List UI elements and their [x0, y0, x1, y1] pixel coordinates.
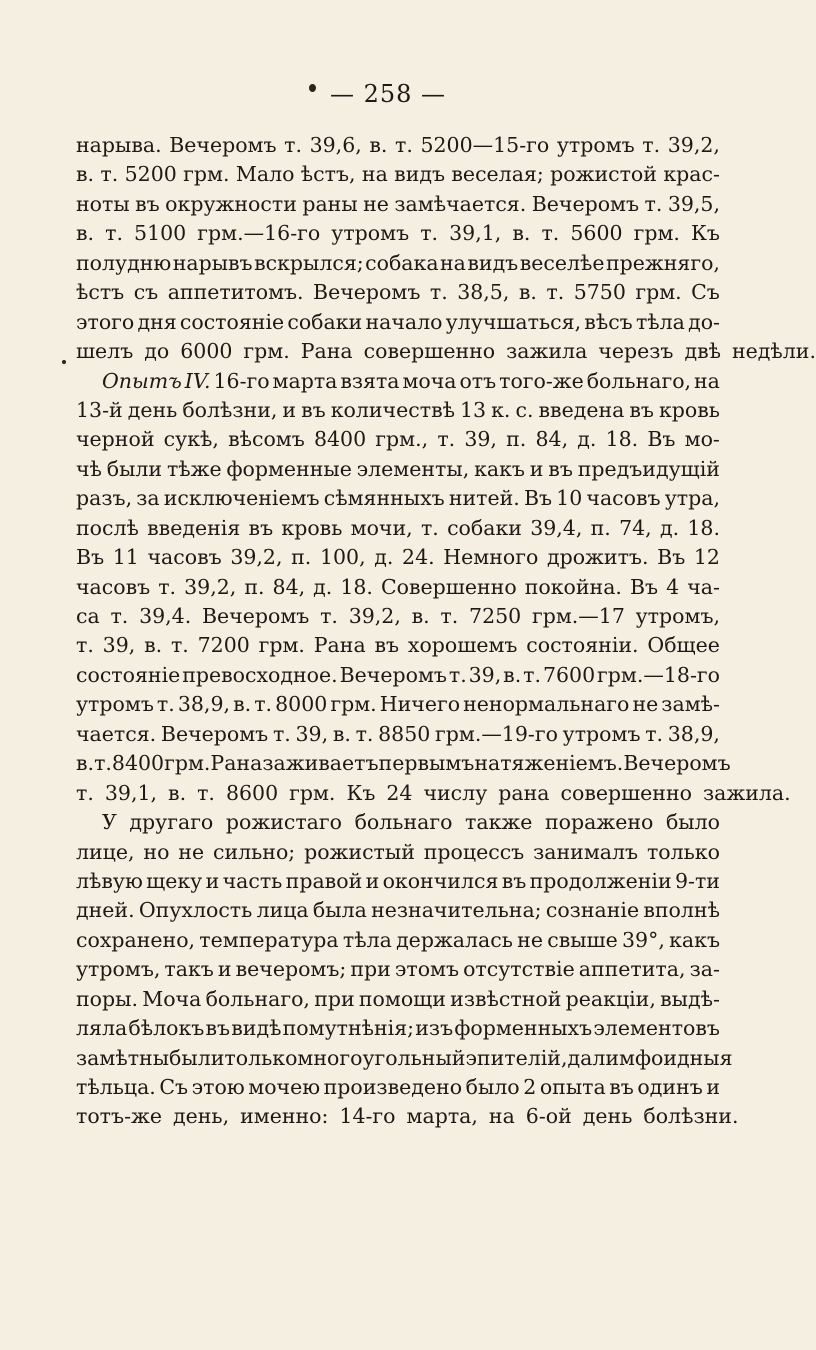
- text-line: У другаго рожистаго больнаго также поражено было: [102, 810, 720, 835]
- text-line: Опытъ IV. 16-го марта взята моча отъ того-же больнаго, на: [102, 368, 720, 393]
- text-line: лѣвую щеку и часть правой и окончился въ продолженiи 9-ти: [76, 868, 720, 893]
- paragraph: [76, 367, 791, 809]
- text-line: дней. Опухлость лица была незначительна; сознанiе вполнѣ: [76, 898, 720, 923]
- paragraph: [76, 131, 816, 367]
- text-line: нарыва. Вечеромъ т. 39,6, в. т. 5200—15-го утромъ т. 39,2,: [76, 133, 720, 157]
- text-line: чается. Вечеромъ т. 39, в. т. 8850 грм.—19-го утромъ т. 38,9,: [76, 721, 720, 746]
- body-text: [76, 131, 816, 1132]
- text-line: т. 39,1, в. т. 8600 грм. Къ 24 числу рана совершенно зажила.: [76, 780, 791, 805]
- text-line: послѣ введенiя въ кровь мочи, т. собаки 39,4, п. 74, д. 18.: [76, 515, 720, 540]
- text-line: часовъ т. 39,2, п. 84, д. 18. Совершенно покойна. Въ 4 ча-: [76, 574, 720, 599]
- margin-mark: [62, 360, 66, 364]
- text-line: ноты въ окружности раны не замѣчается. Вечеромъ т. 39,5,: [76, 191, 720, 216]
- text-line: ляла бѣлокъ въ видѣ помутнѣнiя; изъ форменныхъ элементовъ: [76, 1016, 720, 1041]
- text-line: в. т. 8400 грм. Рана заживаетъ первымъ натяженiемъ. Вечеромъ: [76, 751, 731, 776]
- text-line: поры. Моча больнаго, при помощи извѣстной реакцiи, выдѣ-: [76, 986, 720, 1011]
- text-line: черной сукѣ, вѣсомъ 8400 грм., т. 39, п. 84, д. 18. Въ мо-: [76, 427, 720, 452]
- text-line: тѣльца. Съ этою мочею произведено было 2 опыта въ одинъ и: [76, 1075, 720, 1099]
- text-line: разъ, за исключенiемъ сѣмянныхъ нитей. Въ 10 часовъ утра,: [76, 486, 720, 511]
- text-line: са т. 39,4. Вечеромъ т. 39,2, в. т. 7250 грм.—17 утромъ,: [76, 604, 720, 628]
- paragraph: [76, 808, 739, 1132]
- text-line: тотъ-же день, именно: 14-го марта, на 6-ой день болѣзни.: [76, 1104, 739, 1129]
- text-line: лице, но не сильно; рожистый процессъ занималъ только: [76, 839, 720, 864]
- text-line: Въ 11 часовъ 39,2, п. 100, д. 24. Немного дрожитъ. Въ 12: [76, 545, 720, 570]
- text-line: этого дня состоянiе собаки начало улучшаться, вѣсъ тѣла до-: [76, 309, 720, 334]
- text-line: состоянiе превосходное. Вечеромъ т. 39, в. т. 7600 грм.—18-го: [76, 662, 720, 687]
- text-line: замѣтны были только многоугольный эпителiй, да лимфоидныя: [76, 1045, 733, 1070]
- text-line: утромъ, такъ и вечеромъ; при этомъ отсутствiе аппетита, за-: [76, 957, 720, 982]
- page-number: — 258 —: [329, 80, 447, 108]
- text-line: 13-й день болѣзни, и въ количествѣ 13 к. с. введена въ кровь: [76, 397, 720, 422]
- text-line: чѣ были тѣже форменные элементы, какъ и въ предъидущiй: [76, 456, 720, 481]
- text-line: утромъ т. 38,9, в. т. 8000 грм. Ничего ненормальнаго не замѣ-: [76, 692, 720, 717]
- text-line: полудню нарывъ вскрылся; собака на видъ веселѣе прежняго,: [76, 250, 720, 275]
- text-line: в. т. 5100 грм.—16-го утромъ т. 39,1, в. т. 5600 грм. Къ: [76, 221, 720, 246]
- text-line: шелъ до 6000 грм. Рана совершенно зажила черезъ двѣ недѣли.: [76, 339, 816, 364]
- text-line: сохранено, температура тѣла держалась не свыше 39°, какъ: [76, 927, 720, 952]
- text-line: в. т. 5200 грм. Мало ѣстъ, на видъ веселая; рожистой крас-: [76, 162, 720, 187]
- text-line: ѣстъ съ аппетитомъ. Вечеромъ т. 38,5, в. т. 5750 грм. Съ: [76, 280, 720, 305]
- text-line: т. 39, в. т. 7200 грм. Рана въ хорошемъ состоянiи. Общее: [76, 633, 720, 658]
